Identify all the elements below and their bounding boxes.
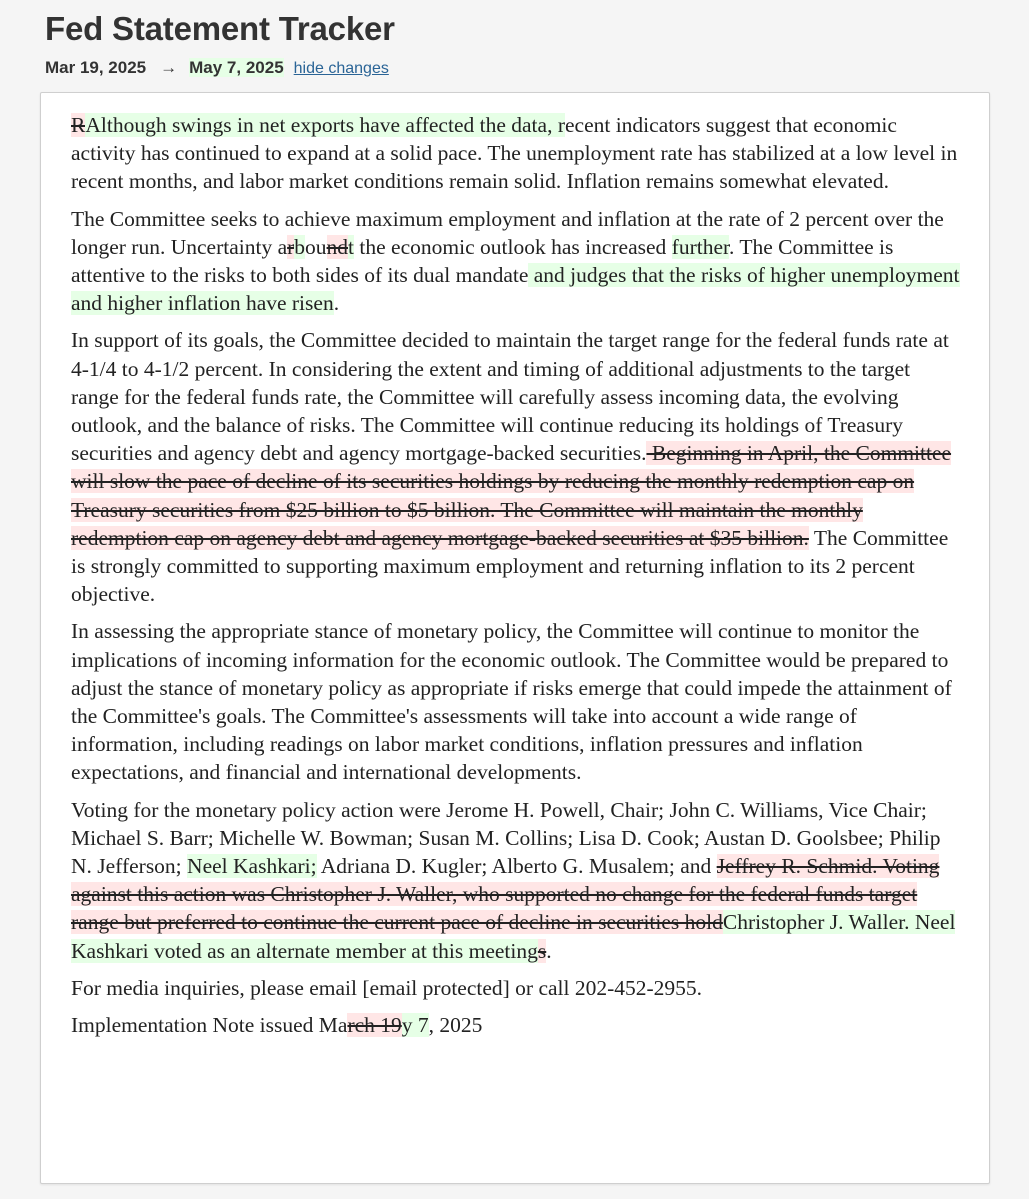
unchanged-text: . The Committee is attentive to the risks to both sides of its dual mandate [71, 234, 894, 288]
inserted-text: further [671, 234, 729, 259]
unchanged-text: . [546, 938, 552, 963]
deleted-text: Beginning in April, the Committee will slow the pace of decline of its securities holdings by reducing the monthly redemption cap on Treasury securities from $25 billion to $5 billion. The Committee will maintain the monthly redemption cap on agency debt and agency mortgage-backed securities at $35 billion. [71, 441, 952, 550]
date-new: May 7, 2025 [189, 58, 284, 77]
unchanged-text: Voting for the monetary policy action were Jerome H. Powell, Chair; John C. Williams, Vice Chair; Michael S. Barr; Michelle W. Bowman; Susan M. Collins; Lisa D. Cook; Austan D. Goolsbee; Philip N. Jefferson; [71, 797, 941, 879]
statement-paragraph [71, 974, 961, 1002]
inserted-text: Neel Kashkari; [187, 854, 317, 879]
inserted-text: y 7 [401, 1013, 429, 1038]
unchanged-text: For media inquiries, please email [email protected] or call 202-452-2955. [71, 975, 703, 1000]
statement-paragraph [71, 796, 961, 965]
statement-paragraph [71, 205, 961, 318]
arrow-right-icon: → [160, 58, 178, 77]
date-old: Mar 19, 2025 [45, 58, 147, 77]
hide-changes-link[interactable]: hide changes [293, 60, 389, 77]
unchanged-text: , 2025 [428, 1013, 483, 1038]
unchanged-text: ecent indicators suggest that economic activity has continued to expand at a solid pace. The unemployment rate has stabilized at a low level in recent months, and labor market conditions remain solid. Inflation remains somewhat elevated. [71, 113, 958, 194]
unchanged-text: In support of its goals, the Committee decided to maintain the target range for the federal funds rate at 4-1/4 to 4-1/2 percent. In considering the extent and timing of additional adjustments to the target range for the federal funds rate, the Committee will carefully assess incoming data, the evolving outlook, and the balance of risks. The Committee will continue reducing its holdings of Treasury securities and agency debt and agency mortgage-backed securities. [71, 328, 949, 466]
deleted-text: R [71, 113, 86, 137]
statement-paragraph [71, 1011, 961, 1039]
statement-paragraph [71, 617, 961, 786]
unchanged-text: . [333, 291, 340, 316]
unchanged-text: ou [305, 234, 327, 259]
inserted-text: t [348, 234, 355, 259]
inserted-text: Although swings in net exports have affected the data, r [85, 113, 565, 137]
statement-paragraph [71, 111, 961, 196]
deleted-text: rch 19 [347, 1013, 402, 1038]
statement-document [40, 92, 990, 1184]
page-title: Fed Statement Tracker [45, 10, 395, 47]
deleted-text: r [287, 234, 295, 259]
unchanged-text: In assessing the appropriate stance of monetary policy, the Committee will continue to monitor the implications of incoming information for the economic outlook. The Committee would be prepared to adjust the stance of monetary policy as appropriate if risks emerge that could impede the attainment of the Committee's goals. The Committee's assessments will take into account a wide range of information, including readings on labor market conditions, inflation pressures and inflation expectations, and financial and international developments. [71, 619, 952, 785]
deleted-text: Jeffrey R. Schmid. Voting against this action was Christopher J. Waller, who supported no change for the federal funds target range but preferred to continue the current pace of decline in securities hold [71, 854, 940, 935]
inserted-text: Christopher J. Waller. Neel Kashkari voted as an alternate member at this meeting [71, 910, 956, 963]
deleted-text: nd [326, 234, 349, 259]
inserted-text: and judges that the risks of higher unemployment and higher inflation have risen [71, 263, 960, 316]
unchanged-text: Implementation Note issued Ma [71, 1013, 348, 1038]
unchanged-text: The Committee seeks to achieve maximum employment and inflation at the rate of 2 percent over the longer run. Uncertainty a [71, 206, 944, 259]
date-comparison [45, 58, 389, 78]
deleted-text: s [537, 938, 547, 963]
unchanged-text: the economic outlook has increased [354, 234, 672, 259]
statement-paragraph [71, 326, 961, 608]
unchanged-text: The Committee is strongly committed to supporting maximum employment and returning inflation to its 2 percent objective. [71, 525, 949, 607]
unchanged-text: Adriana D. Kugler; Alberto G. Musalem; and [316, 854, 717, 879]
inserted-text: b [294, 234, 306, 259]
